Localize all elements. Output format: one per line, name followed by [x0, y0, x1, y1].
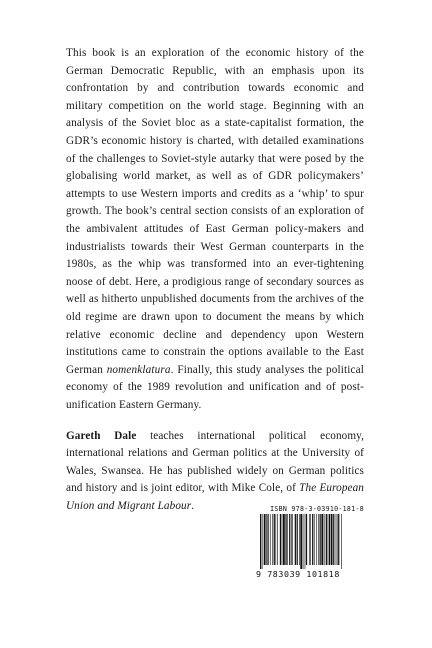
barcode-bars — [256, 514, 364, 569]
barcode-bar — [303, 514, 304, 569]
barcode-bar — [291, 514, 292, 565]
barcode-bar — [272, 514, 273, 565]
related-book-title: The European Union and Migrant Labour — [66, 482, 364, 512]
barcode-bar — [336, 514, 337, 565]
barcode-bar — [306, 514, 307, 565]
author-bio — [66, 428, 364, 515]
barcode-bar — [266, 514, 267, 565]
author-name: Gareth Dale — [66, 430, 137, 442]
barcode-bar — [277, 514, 278, 565]
description-italic-term: nomenklatura — [106, 363, 171, 376]
author-bio-end: . — [191, 499, 195, 512]
barcode-bar — [316, 514, 317, 565]
description-text-end: . Finally, this study analyses the political economy of the 1989 revolution and unification and of post-unification Eastern Germany. — [66, 363, 364, 411]
barcode-bar — [267, 514, 268, 565]
barcode-bar — [262, 514, 263, 569]
barcode-bar — [292, 514, 293, 565]
book-description — [66, 45, 364, 414]
barcode-bar — [318, 514, 319, 565]
barcode-bar — [324, 514, 325, 565]
barcode-bar — [337, 514, 338, 565]
barcode-bar — [338, 514, 339, 565]
barcode-bar — [295, 514, 296, 565]
barcode-bar — [285, 514, 286, 565]
barcode-bar — [289, 514, 290, 565]
barcode-bar — [329, 514, 330, 565]
barcode-bar — [297, 514, 298, 565]
ean-digits: 9 783039 101818 — [256, 569, 340, 579]
isbn-label: ISBN 978-3-03910-181-8 — [270, 505, 364, 513]
barcode-bar — [270, 514, 271, 565]
isbn-barcode — [256, 505, 364, 583]
barcode-bar — [331, 514, 333, 565]
barcode-bar — [328, 514, 329, 565]
description-paragraph — [66, 45, 364, 414]
barcode-bar — [274, 514, 275, 565]
barcode-bar — [299, 514, 300, 565]
barcode-bar — [312, 514, 313, 565]
author-bio-text: teaches international political economy, international relations and German politics at the University of Wales, Swansea. He has published widely on German politics and history and is joint editor, with Mike Cole, of — [66, 430, 364, 495]
barcode-bar — [305, 514, 306, 569]
barcode-bar — [300, 514, 302, 569]
barcode-bar — [320, 514, 321, 565]
description-text: This book is an exploration of the economic history of the German Democratic Republic, with an emphasis upon its confrontation by and contribution towards economic and military competition on the world stage. Beginning with an analysis of the Soviet bloc as a state-capitalist formation, the GDR’s economic history is charted, with detailed examinations of the challenges to Soviet-style autarky that were posed by the globalising world market, as well as of GDR policymakers’ attempts to use Western imports and credits as a ‘whip’ to spur growth. The book’s central section consists of an exploration of the ambivalent attitudes of East German policy-makers and industrialists towards their West German counterparts in the 1980s, as the whip was transformed into an ever-tightening noose of debt. Here, a prodigious range of secondary sources as well as hitherto unpublished documents from the archives of the old regime are drawn upon to document the means by which relative economic decline and dependency upon Western institutions came to constrain the options available to the East German — [66, 47, 364, 376]
barcode-bar — [276, 514, 277, 565]
barcode-bar — [283, 514, 285, 565]
barcode-bar — [333, 514, 334, 565]
barcode-bar — [264, 514, 266, 565]
barcode-bar — [314, 514, 315, 565]
barcode-bar — [326, 514, 327, 565]
barcode-bar — [287, 514, 288, 565]
barcode-bar — [321, 514, 323, 565]
barcode-bar — [309, 514, 310, 565]
barcode-bar — [310, 514, 311, 565]
barcode-bar — [341, 514, 342, 569]
barcode-bar — [282, 514, 283, 565]
barcode-bar — [280, 514, 281, 565]
barcode-bar — [260, 514, 261, 569]
